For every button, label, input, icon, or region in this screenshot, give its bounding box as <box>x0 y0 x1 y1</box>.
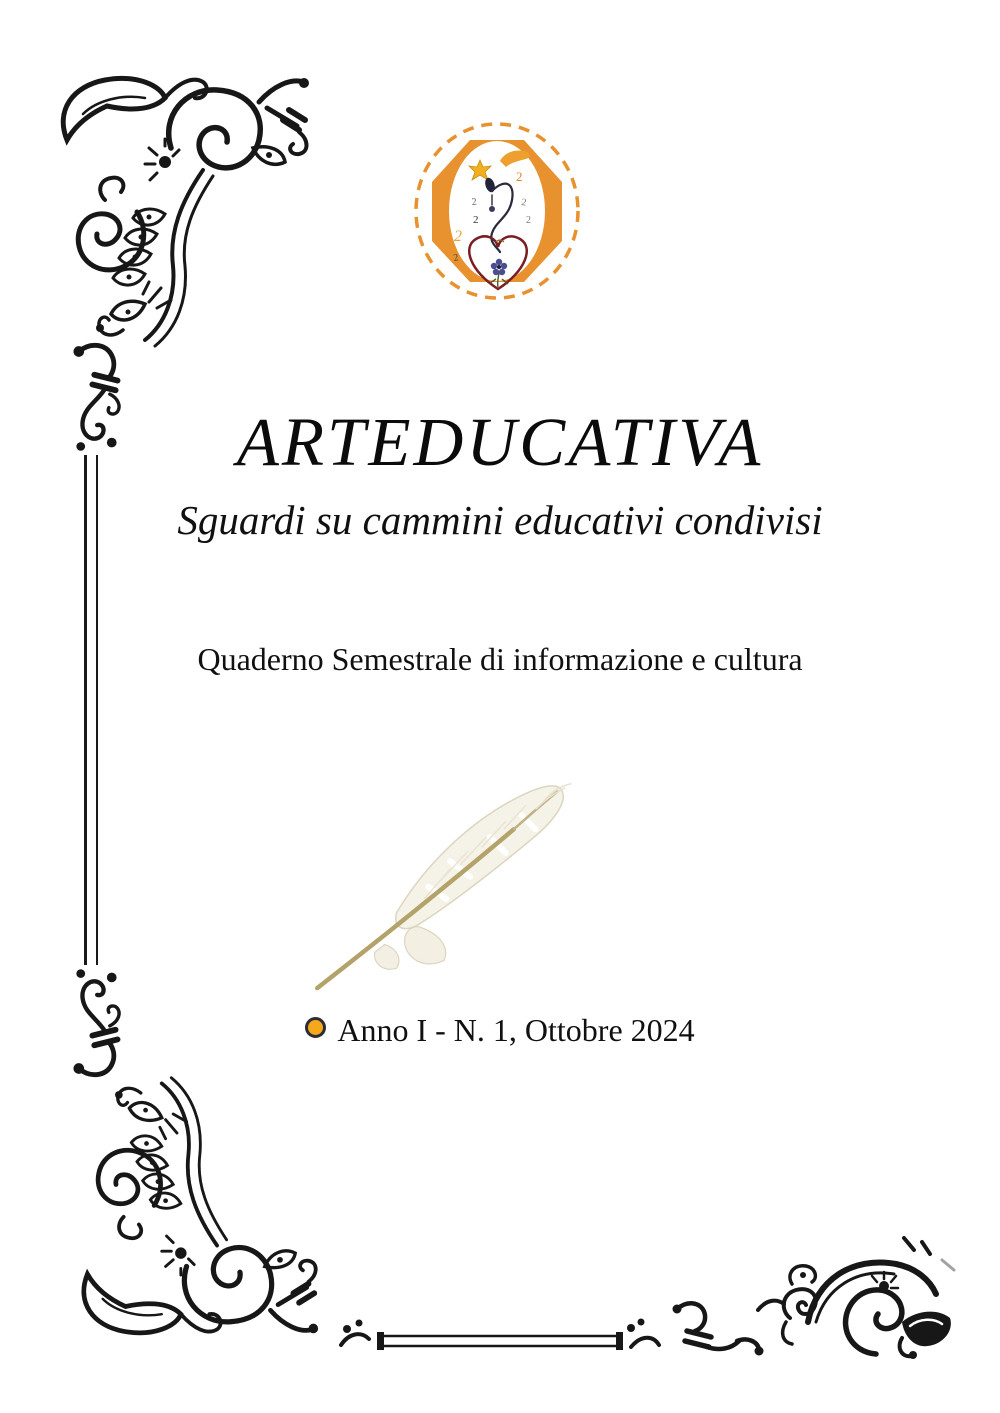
feather-image <box>300 742 650 1000</box>
page-tagline: Quaderno Semestrale di informazione e cultura <box>197 641 803 677</box>
logo-digit: 2 <box>526 215 531 226</box>
page-subtitle: Sguardi su cammini educativi condivisi <box>177 497 823 543</box>
ornament-corner-bottom-left <box>50 1072 346 1358</box>
logo-digit: 2 <box>471 196 478 208</box>
arteducativa-logo <box>412 121 582 303</box>
page-title: ARTEDUCATIVA <box>236 404 764 480</box>
logo-digit: 2 <box>520 197 528 209</box>
logo-digit: 2 <box>454 228 462 245</box>
ornament-corner-top-left <box>52 52 314 352</box>
ornament-corner-bottom-right <box>756 1226 958 1365</box>
issue-text: Anno I - N. 1, Ottobre 2024 <box>337 1012 695 1048</box>
logo-digit: 2 <box>473 214 479 226</box>
logo-digit: 2 <box>516 169 523 184</box>
ornament-bottom-rule <box>335 1295 765 1362</box>
issue-bullet-icon <box>305 1017 326 1038</box>
logo-digit: 2 <box>452 252 460 264</box>
issue-line <box>0 1012 1000 1049</box>
